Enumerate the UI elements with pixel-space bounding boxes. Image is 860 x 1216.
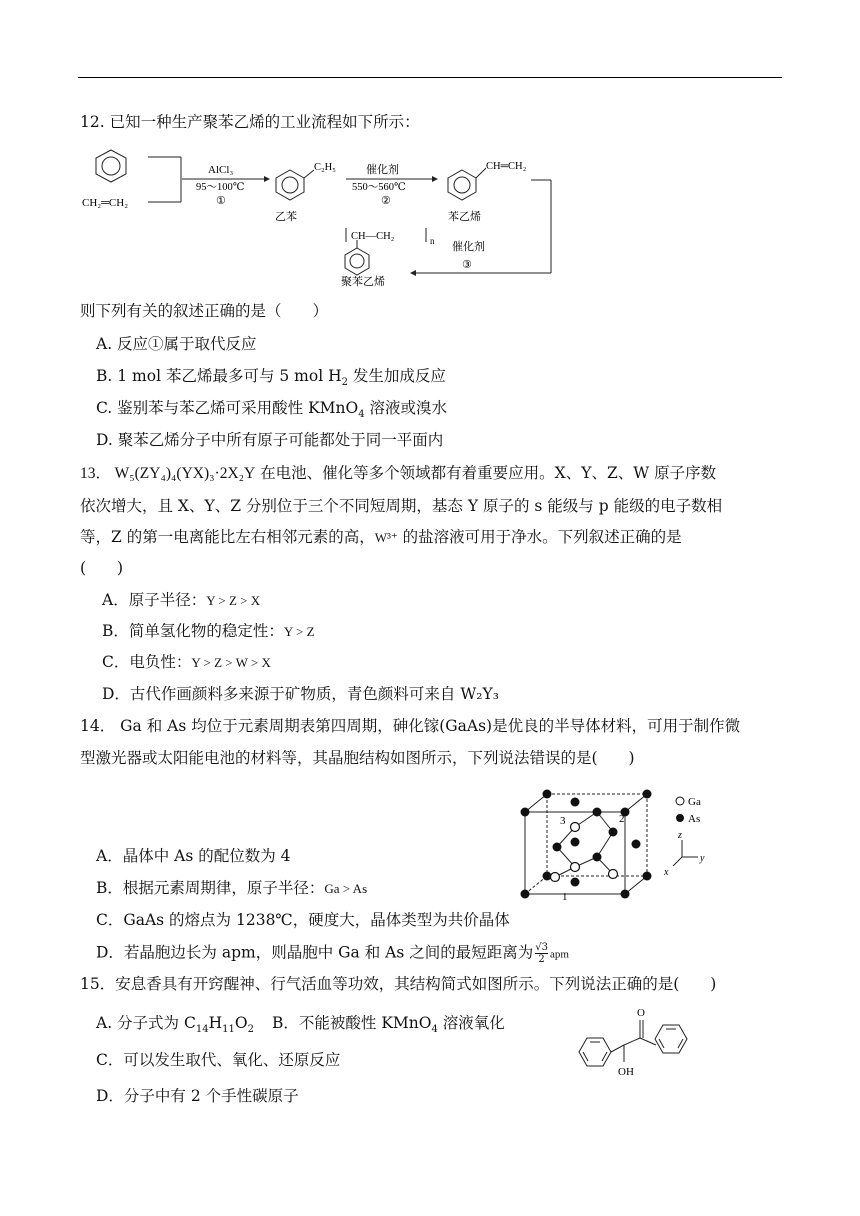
svg-text:②: ② <box>381 195 391 207</box>
svg-text:乙苯: 乙苯 <box>275 211 297 223</box>
q12-option-b: B. 1 mol 苯乙烯最多可与 5 mol $H_2$ 发生加成反应 <box>96 367 446 389</box>
ethylene-label: CH₂═CH₂ <box>82 197 129 209</box>
svg-text:n: n <box>430 236 435 246</box>
svg-text:聚苯乙烯: 聚苯乙烯 <box>341 276 385 288</box>
q12-option-d: D. 聚苯乙烯分子中所有原子可能都处于同一平面内 <box>96 431 444 449</box>
svg-text:OH: OH <box>618 1066 634 1078</box>
benzene-ring <box>96 150 126 182</box>
q15-line1: 15．安息香具有开窍醒神、行气活血等功效，其结构简式如图所示。下列说法正确的是( ) <box>80 975 717 993</box>
q13-line2: 依次增大，且 X、Y、Z 分别位于三个不同短周期，基态 Y 原子的 s 能级与 p 能级的电子数相 <box>80 497 723 515</box>
svg-text:CH═CH₂: CH═CH₂ <box>486 161 527 172</box>
q14-option-b: B．根据元素周期律，原子半径：Ga > As <box>96 879 368 897</box>
q12-option-a: A. 反应①属于取代反应 <box>96 335 257 353</box>
svg-text:O: O <box>637 1007 645 1019</box>
svg-text:3: 3 <box>560 815 566 827</box>
q13-line3: 等，Z 的第一电离能比左右相邻元素的高，W³⁺ 的盐溶液可用于净水。下列叙述正确的是 <box>80 528 682 546</box>
q13-option-b: B．简单氢化物的稳定性：Y > Z <box>102 622 315 640</box>
header-rule <box>78 77 782 78</box>
q12-option-c: C. 鉴别苯与苯乙烯可采用酸性 KMnO$_4$ 溶液或溴水 <box>96 399 448 421</box>
svg-text:2: 2 <box>619 813 625 825</box>
svg-text:AlCl₃: AlCl₃ <box>208 164 234 176</box>
svg-text:催化剂: 催化剂 <box>452 241 485 253</box>
svg-text:550～560℃: 550～560℃ <box>352 182 406 193</box>
svg-text:催化剂: 催化剂 <box>366 164 399 176</box>
q14-line1: 14． Ga 和 As 均位于元素周期表第四周期，砷化镓(GaAs)是优良的半导体材料，可用于制作微 <box>80 717 741 735</box>
q13-line1: 13． W₅(ZY₄)₄(YX)₃·2X₂Y 在电池、催化等多个领域都有着重要应用。X、Y、Z、W 原子序数 <box>80 464 717 482</box>
svg-text:C₂H₅: C₂H₅ <box>314 162 336 173</box>
polystyrene-ring <box>345 240 369 275</box>
svg-text:苯乙烯: 苯乙烯 <box>448 211 481 223</box>
svg-text:x: x <box>664 867 669 878</box>
q12-stem: 12. 已知一种生产聚苯乙烯的工业流程如下所示： <box>80 113 420 131</box>
svg-text:CH—CH₂: CH—CH₂ <box>351 231 395 242</box>
q14-option-d: D．若晶胞边长为 apm，则晶胞中 Ga 和 As 之间的最短距离为 $\frac{√3}{2}$ apm <box>96 942 569 965</box>
q13-option-d: D．古代作画颜料多来源于矿物质，青色颜料可来自 W₂Y₃ <box>102 685 499 703</box>
svg-text:95～100℃: 95～100℃ <box>196 182 245 193</box>
gaas-unit-cell-diagram <box>515 782 725 907</box>
q15-option-c: C．可以发生取代、氧化、还原反应 <box>96 1051 341 1069</box>
q12-reaction-scheme <box>76 140 566 290</box>
svg-text:1: 1 <box>562 891 568 903</box>
q13-line4: ( ) <box>80 559 124 577</box>
q15-option-b: B．不能被酸性 KMnO$_4$ 溶液氧化 <box>272 1014 505 1036</box>
svg-text:y: y <box>700 853 705 864</box>
svg-text:③: ③ <box>462 259 472 271</box>
svg-text:As: As <box>688 813 701 825</box>
q15-option-a: A. 分子式为 $C_{14}H_{11}O_2$ <box>96 1014 254 1036</box>
ethylbenzene-ring <box>276 170 314 200</box>
styrene-ring <box>448 168 486 200</box>
q12-question: 则下列有关的叙述正确的是（ ） <box>80 302 329 320</box>
benzoin-structure <box>562 1000 712 1085</box>
q13-option-a: A．原子半径：Y > Z > X <box>102 591 261 609</box>
svg-text:①: ① <box>216 195 226 207</box>
q14-option-c: C．GaAs 的熔点为 1238℃，硬度大，晶体类型为共价晶体 <box>96 911 510 929</box>
q13-option-c: C．电负性：Y > Z > W > X <box>102 653 271 671</box>
q15-option-d: D．分子中有 2 个手性碳原子 <box>96 1087 299 1105</box>
svg-text:z: z <box>678 830 682 841</box>
q14-option-a: A．晶体中 As 的配位数为 4 <box>96 847 291 865</box>
q14-line2: 型激光器或太阳能电池的材料等，其晶胞结构如图所示，下列说法错误的是( ) <box>80 749 635 767</box>
svg-text:Ga: Ga <box>688 796 701 808</box>
